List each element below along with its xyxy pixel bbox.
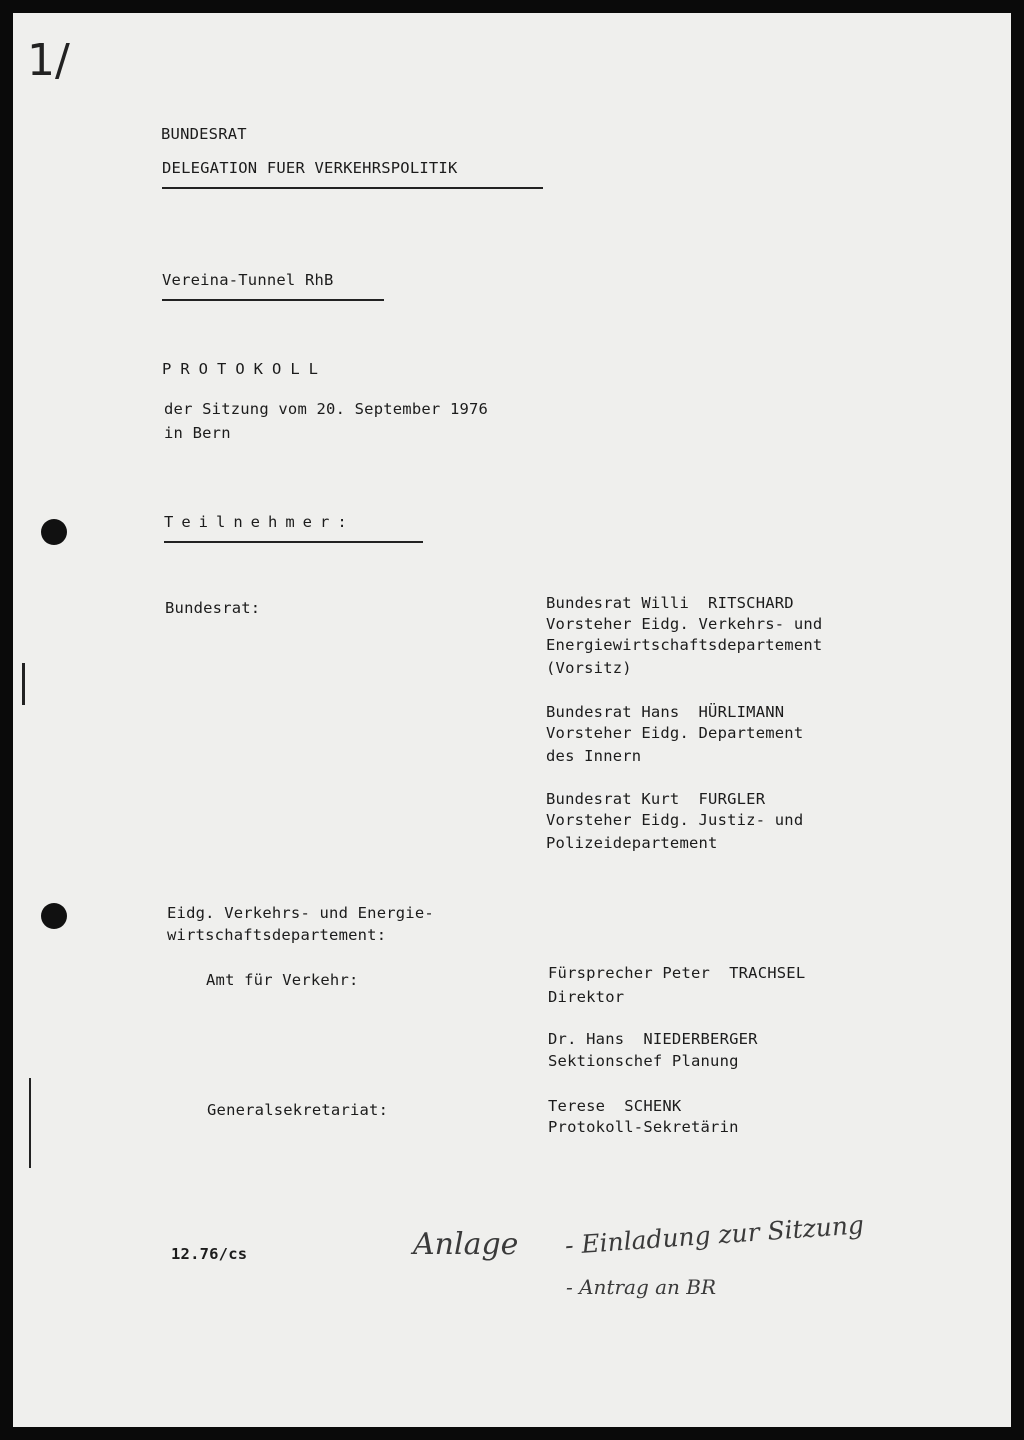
amt-label: Amt für Verkehr: [206, 971, 359, 989]
participant-line: Protokoll-Sekretärin [548, 1118, 739, 1136]
participant-line: Energiewirtschaftsdepartement [546, 636, 823, 654]
margin-mark [29, 1078, 31, 1168]
handwritten-note-line2: - Antrag an BR [566, 1275, 717, 1299]
participants-heading: Teilnehmer: [164, 513, 355, 531]
session-line1: der Sitzung vom 20. September 1976 [164, 400, 489, 418]
punch-hole-bottom [41, 903, 67, 929]
header-line1: BUNDESRAT [161, 125, 247, 143]
participant-line: Vorsteher Eidg. Justiz- und [546, 811, 804, 829]
participant-line: des Innern [546, 747, 642, 765]
participant-line: Vorsteher Eidg. Verkehrs- und [546, 615, 823, 633]
header-underline [162, 187, 543, 189]
evd-label-line2: wirtschaftsdepartement: [167, 926, 387, 944]
participant-line: Fürsprecher Peter TRACHSEL [548, 964, 806, 982]
participant-line: Direktor [548, 988, 625, 1006]
participant-line: Dr. Hans NIEDERBERGER [548, 1030, 758, 1048]
participant-line: Bundesrat Willi RITSCHARD [546, 594, 794, 612]
document-type: PROTOKOLL [162, 360, 327, 378]
evd-label-line1: Eidg. Verkehrs- und Energie- [167, 904, 434, 922]
gs-label: Generalsekretariat: [207, 1101, 389, 1119]
participant-line: Polizeidepartement [546, 834, 718, 852]
participant-line: Sektionschef Planung [548, 1052, 739, 1070]
corner-mark: 1/ [27, 35, 70, 86]
subject-underline [162, 299, 384, 301]
document-page [13, 13, 1011, 1427]
participant-line: Bundesrat Kurt FURGLER [546, 790, 766, 808]
handwritten-note-line1: - Einladung zur Sitzung [563, 1210, 865, 1260]
bundesrat-label: Bundesrat: [165, 599, 261, 617]
margin-mark [22, 663, 25, 705]
reference-code: 12.76/cs [171, 1245, 248, 1263]
session-line2: in Bern [164, 424, 231, 442]
subject-line: Vereina-Tunnel RhB [162, 271, 334, 289]
punch-hole-top [41, 519, 67, 545]
participants-underline [164, 541, 423, 543]
participant-line: Bundesrat Hans HÜRLIMANN [546, 703, 785, 721]
participant-line: Terese SCHENK [548, 1097, 682, 1115]
participant-line: (Vorsitz) [546, 659, 632, 677]
participant-line: Vorsteher Eidg. Departement [546, 724, 804, 742]
handwritten-note-word: Anlage [413, 1227, 519, 1262]
header-line2: DELEGATION FUER VERKEHRSPOLITIK [162, 159, 458, 177]
